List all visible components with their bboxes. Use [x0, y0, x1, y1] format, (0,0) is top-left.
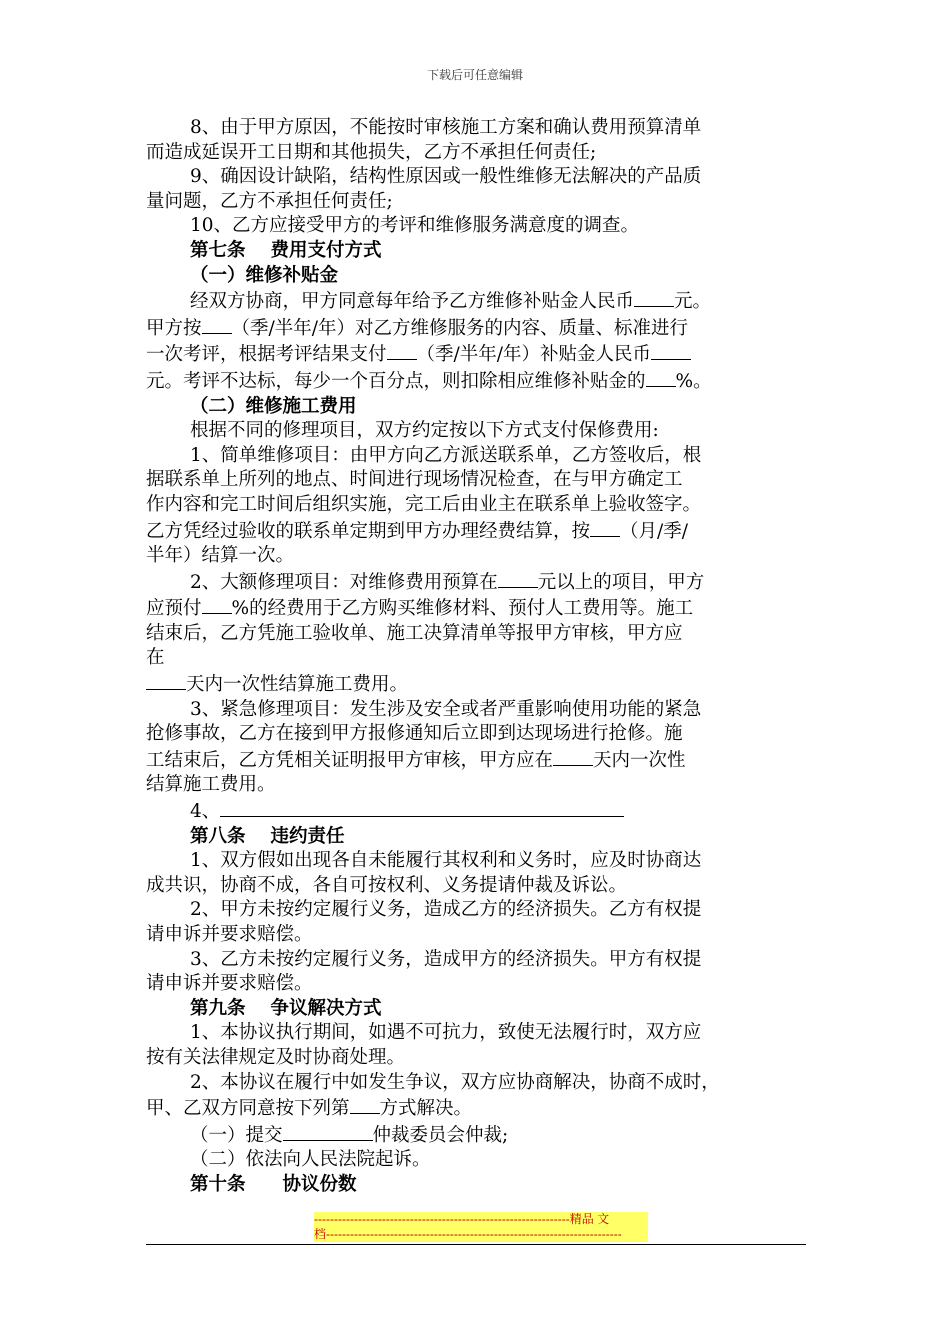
article-heading-10: 第十条 协议份数	[190, 1173, 357, 1195]
paragraph: 4、	[146, 798, 810, 825]
paragraph: 作内容和完工时间后组织实施，完工后由业主在联系单上验收签字。	[146, 493, 702, 515]
blank-field	[646, 368, 676, 387]
paragraph: 3、乙方未按约定履行义务，造成甲方的经济损失。甲方有权提	[190, 948, 702, 970]
paragraph: 2、甲方未按约定履行义务，造成乙方的经济损失。乙方有权提	[190, 899, 702, 921]
blank-field	[202, 315, 232, 334]
paragraph: 抢修事故，乙方在接到甲方报修通知后立即到达现场进行抢修。施	[146, 723, 683, 745]
paragraph: 量问题，乙方不承担任何责任;	[146, 190, 393, 212]
blank-field	[590, 518, 620, 537]
paragraph: 请申诉并要求赔偿。	[146, 924, 313, 945]
paragraph: 根据不同的修理项目，双方约定按以下方式支付保修费用:	[190, 420, 659, 442]
paragraph: 甲方按 （季/半年/年）对乙方维修服务的内容、质量、标准进行	[146, 315, 810, 342]
paragraph: 按有关法律规定及时协商处理。	[146, 1046, 406, 1068]
footer-watermark	[314, 1212, 648, 1242]
paragraph: 9、确因设计缺陷，结构性原因或一般性维修无法解决的产品质	[190, 166, 702, 188]
paragraph: 而造成延误开工日期和其他损失，乙方不承担任何责任;	[146, 141, 597, 163]
paragraph: 3、紧急修理项目：发生涉及安全或者严重影响使用功能的紧急	[190, 698, 702, 720]
page-header: 下载后可任意编辑	[426, 68, 523, 82]
footer-line-1: ----------------------------------------------------------------精品 文	[314, 1212, 610, 1226]
paragraph: 请申诉并要求赔偿。	[146, 973, 313, 995]
document-body	[146, 116, 810, 1198]
paragraph: 甲、乙双方同意按下列第 方式解决。	[146, 1095, 810, 1122]
blank-field	[387, 341, 417, 360]
paragraph: 天内一次性结算施工费用。	[146, 671, 810, 698]
paragraph: 1、简单维修项目：由甲方向乙方派送联系单，乙方签收后，根	[190, 444, 702, 466]
paragraph: 1、本协议执行期间，如遇不可抗力，致使无法履行时，双方应	[190, 1022, 702, 1044]
blank-field	[202, 595, 232, 614]
paragraph: 2、大额修理项目：对维修费用预算在 元以上的项目，甲方	[146, 569, 810, 596]
paragraph: 半年）结算一次。	[146, 545, 295, 567]
paragraph: 一次考评，根据考评结果支付 （季/半年/年）补贴金人民币	[146, 341, 810, 368]
paragraph: 成共识，协商不成，各自可按权利、义务提请仲裁及诉讼。	[146, 874, 628, 896]
footer-line-2: 档--------------------------------------------------------------------------	[314, 1227, 622, 1241]
blank-field	[498, 569, 538, 588]
paragraph: 乙方凭经过验收的联系单定期到甲方办理经费结算，按 （月/季/	[146, 518, 810, 545]
section-heading: （一）维修补贴金	[190, 264, 339, 286]
paragraph: 结束后，乙方凭施工验收单、施工决算清单等报甲方审核，甲方应	[146, 622, 683, 644]
paragraph: 2、本协议在履行中如发生争议，双方应协商解决，协商不成时，	[190, 1071, 720, 1093]
article-heading-7: 第七条 费用支付方式	[190, 239, 382, 261]
blank-field	[146, 671, 186, 690]
article-heading-8: 第八条 违约责任	[190, 825, 345, 847]
paragraph: 在	[146, 647, 165, 669]
blank-field	[651, 341, 691, 360]
paragraph: （二）依法向人民法院起诉。	[190, 1149, 431, 1171]
section-heading: （二）维修施工费用	[190, 395, 357, 417]
paragraph: 1、双方假如出现各自未能履行其权利和义务时，应及时协商达	[190, 850, 702, 872]
paragraph: （一）提交 仲裁委员会仲裁;	[146, 1122, 810, 1149]
paragraph: 据联系单上所列的地点、时间进行现场情况检查，在与甲方确定工	[146, 469, 683, 491]
blank-field	[283, 1122, 373, 1141]
paragraph: 10、乙方应接受甲方的考评和维修服务满意度的调查。	[190, 215, 640, 237]
paragraph: 结算施工费用。	[146, 774, 276, 796]
paragraph: 8、由于甲方原因，不能按时审核施工方案和确认费用预算清单	[190, 117, 702, 138]
article-heading-9: 第九条 争议解决方式	[190, 997, 382, 1019]
blank-field	[220, 798, 624, 817]
footer-divider	[146, 1244, 806, 1245]
blank-field	[634, 288, 674, 307]
paragraph: 应预付 %的经费用于乙方购买维修材料、预付人工费用等。施工	[146, 595, 810, 622]
paragraph: 经双方协商，甲方同意每年给予乙方维修补贴金人民币 元。	[146, 288, 810, 315]
blank-field	[553, 747, 593, 766]
blank-field	[350, 1095, 380, 1114]
paragraph: 工结束后，乙方凭相关证明报甲方审核，甲方应在 天内一次性	[146, 747, 810, 774]
paragraph: 元。考评不达标，每少一个百分点，则扣除相应维修补贴金的 %。	[146, 368, 810, 395]
